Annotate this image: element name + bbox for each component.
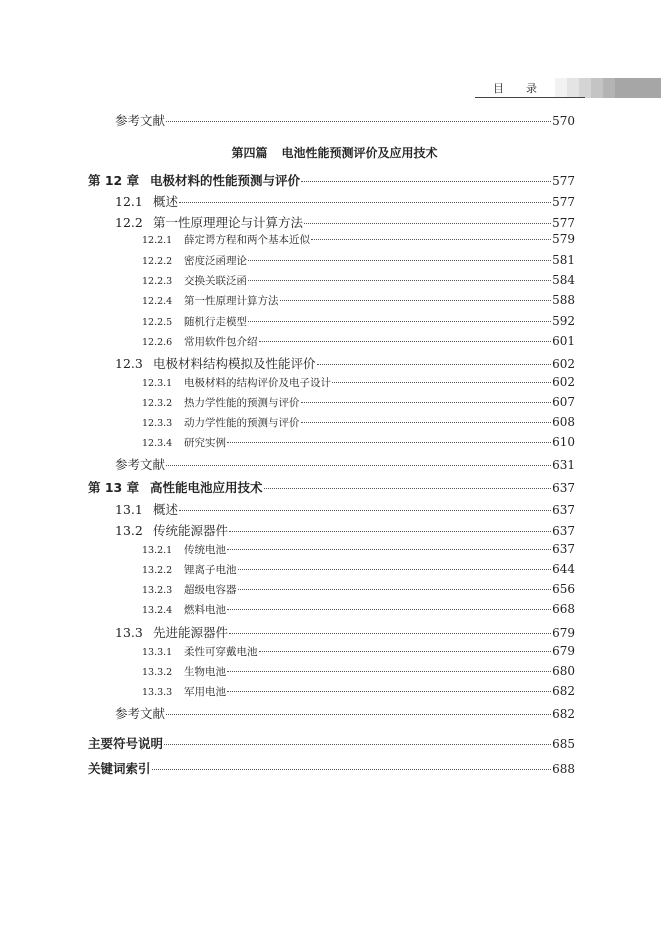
running-header: [475, 78, 661, 98]
toc-dot-leader: [238, 589, 552, 590]
toc-entry-page: 680: [552, 664, 575, 678]
toc-entry-page: 584: [552, 273, 575, 287]
toc-entry[interactable]: [142, 684, 575, 699]
header-bar: [615, 78, 661, 98]
toc-dot-leader: [229, 633, 551, 634]
toc-entry-page: 631: [552, 458, 575, 472]
toc-entry-title: 生物电池: [184, 666, 226, 678]
toc-dot-leader: [301, 181, 551, 182]
toc-dot-leader: [259, 341, 552, 342]
toc-entry-number: 12.2.6: [142, 337, 173, 348]
toc-entry[interactable]: [115, 521, 575, 539]
header-bar: [591, 78, 603, 98]
toc-dot-leader: [179, 202, 551, 203]
header-label-b: 录: [526, 82, 537, 95]
part-title: 电池性能预测评价及应用技术: [281, 146, 438, 160]
toc-entry-title: 先进能源器件: [153, 625, 229, 640]
toc-entry-number: 13.3.1: [142, 647, 173, 658]
toc-entry-page: 581: [552, 253, 575, 267]
toc-entry-number: 13.3: [115, 625, 143, 640]
toc-entry-number: 12.3.3: [142, 418, 173, 429]
toc-entry-title: 军用电池: [184, 686, 226, 698]
toc-entry-number: 13.2: [115, 523, 143, 538]
toc-entry-title: 柔性可穿戴电池: [184, 646, 258, 658]
toc-entry-title: 动力学性能的预测与评价: [184, 417, 300, 429]
toc-entry-number: 13.2.3: [142, 585, 173, 596]
toc-entry-page: 601: [552, 334, 575, 348]
toc-dot-leader: [227, 609, 551, 610]
toc-entry-page: 679: [552, 644, 575, 658]
toc-entry-title: 概述: [153, 502, 179, 517]
header-bar: [567, 78, 579, 98]
toc-entry-number: 第 12 章: [88, 173, 140, 188]
toc-entry-page: 637: [552, 524, 575, 538]
toc-entry-page: 577: [552, 195, 575, 209]
header-label-a: 目: [493, 82, 504, 95]
toc-entry[interactable]: [88, 171, 575, 189]
toc-entry[interactable]: [142, 375, 575, 390]
toc-dot-leader: [311, 239, 551, 240]
toc-dot-leader: [317, 364, 552, 365]
toc-entry-number: 12.2.2: [142, 256, 173, 267]
toc-dot-leader: [166, 465, 551, 466]
toc-entry[interactable]: [142, 334, 575, 349]
toc-entry[interactable]: [115, 354, 575, 372]
toc-entry-title: 概述: [153, 194, 179, 209]
toc-entry-page: 685: [552, 737, 575, 751]
toc-entry-page: 602: [552, 375, 575, 389]
toc-entry[interactable]: [142, 395, 575, 410]
toc-entry-number: 12.2.3: [142, 276, 173, 287]
header-bar: [579, 78, 591, 98]
toc-entry-title: 参考文献: [115, 457, 166, 472]
toc-entry-page: 688: [552, 762, 575, 776]
header-bar: [555, 78, 567, 98]
toc-entry[interactable]: [142, 273, 575, 288]
toc-entry-title: 参考文献: [115, 706, 166, 721]
toc-dot-leader: [301, 402, 552, 403]
toc-entry-title: 交换关联泛函: [184, 275, 247, 287]
toc-entry-page: 607: [552, 395, 575, 409]
toc-entry[interactable]: [115, 623, 575, 641]
toc-dot-leader: [152, 769, 552, 770]
toc-entry[interactable]: [88, 734, 575, 752]
toc-entry-page: 637: [552, 481, 575, 495]
toc-entry[interactable]: [115, 455, 575, 473]
toc-entry[interactable]: [142, 253, 575, 268]
toc-entry-number: 13.2.1: [142, 545, 173, 556]
toc-entry[interactable]: [142, 644, 575, 659]
toc-entry-number: 13.2.4: [142, 605, 173, 616]
toc-entry[interactable]: [115, 213, 575, 231]
toc-entry-title: 超级电容器: [184, 584, 237, 596]
toc-entry-page: 579: [552, 232, 575, 246]
toc-entry-page: 608: [552, 415, 575, 429]
toc-entry[interactable]: [88, 478, 575, 496]
toc-entry-page: 637: [552, 542, 575, 556]
toc-entry-number: 13.2.2: [142, 565, 173, 576]
toc-entry-number: 第 13 章: [88, 480, 140, 495]
toc-entry-number: 12.2.1: [142, 235, 173, 246]
toc-dot-leader: [238, 569, 552, 570]
toc-entry-page: 644: [552, 562, 575, 576]
toc-entry-number: 12.1: [115, 194, 143, 209]
toc-entry[interactable]: [88, 759, 575, 777]
toc-entry[interactable]: [142, 542, 575, 557]
toc-entry-number: 12.3: [115, 356, 143, 371]
toc-dot-leader: [227, 691, 551, 692]
toc-entry[interactable]: [115, 500, 575, 518]
toc-entry-title: 第一性原理计算方法: [184, 295, 279, 307]
toc-entry[interactable]: [142, 293, 575, 308]
toc-entry-title: 主要符号说明: [88, 736, 164, 751]
toc-entry[interactable]: [115, 111, 575, 129]
toc-entry-number: 13.1: [115, 502, 143, 517]
toc-dot-leader: [304, 223, 551, 224]
toc-entry-page: 602: [552, 357, 575, 371]
toc-entry[interactable]: [142, 435, 575, 450]
toc-entry[interactable]: [142, 314, 575, 329]
toc-entry[interactable]: [142, 415, 575, 430]
toc-entry-number: 12.3.4: [142, 438, 173, 449]
toc-dot-leader: [166, 121, 551, 122]
toc-entry-title: 传统能源器件: [153, 523, 229, 538]
toc-dot-leader: [248, 321, 551, 322]
toc-dot-leader: [280, 300, 552, 301]
toc-dot-leader: [332, 382, 551, 383]
toc-dot-leader: [229, 531, 551, 532]
toc-entry-page: 682: [552, 684, 575, 698]
toc-dot-leader: [301, 422, 552, 423]
toc-dot-leader: [164, 744, 551, 745]
toc-entry-title: 参考文献: [115, 113, 166, 128]
toc-dot-leader: [248, 260, 551, 261]
toc-entry-number: 12.2: [115, 215, 143, 230]
toc-entry-page: 592: [552, 314, 575, 328]
toc-entry-title: 研究实例: [184, 437, 226, 449]
toc-entry[interactable]: [142, 232, 575, 247]
toc-entry-title: 锂离子电池: [184, 564, 237, 576]
toc-entry-title: 传统电池: [184, 544, 226, 556]
toc-entry-title: 电极材料的结构评价及电子设计: [184, 377, 331, 389]
header-rule: [475, 97, 585, 98]
toc-entry-page: 679: [552, 626, 575, 640]
toc-dot-leader: [264, 488, 552, 489]
toc-dot-leader: [248, 280, 551, 281]
toc-entry[interactable]: [142, 602, 575, 617]
toc-entry-title: 密度泛函理论: [184, 255, 247, 267]
toc-entry[interactable]: [115, 704, 575, 722]
toc-dot-leader: [259, 651, 552, 652]
toc-entry-page: 668: [552, 602, 575, 616]
toc-entry[interactable]: [142, 664, 575, 679]
toc-dot-leader: [179, 510, 551, 511]
part-heading: [0, 144, 661, 161]
toc-entry-number: 12.3.2: [142, 398, 173, 409]
toc-entry[interactable]: [115, 192, 575, 210]
toc-entry-title: 电极材料的性能预测与评价: [150, 173, 301, 188]
toc-entry-number: 12.2.4: [142, 296, 173, 307]
toc-entry-title: 随机行走模型: [184, 316, 247, 328]
toc-entry-page: 682: [552, 707, 575, 721]
toc-entry-title: 热力学性能的预测与评价: [184, 397, 300, 409]
toc-entry-title: 关键词索引: [88, 761, 151, 776]
toc-entry[interactable]: [142, 582, 575, 597]
toc-entry-number: 13.3.2: [142, 667, 173, 678]
toc-entry-number: 12.2.5: [142, 317, 173, 328]
toc-entry-page: 577: [552, 216, 575, 230]
toc-dot-leader: [227, 549, 551, 550]
toc-entry-title: 薛定谔方程和两个基本近似: [184, 234, 310, 246]
toc-dot-leader: [166, 714, 551, 715]
toc-dot-leader: [227, 442, 551, 443]
toc-entry-number: 13.3.3: [142, 687, 173, 698]
toc-entry-page: 588: [552, 293, 575, 307]
toc-entry-page: 577: [552, 174, 575, 188]
toc-entry[interactable]: [142, 562, 575, 577]
toc-entry-page: 656: [552, 582, 575, 596]
toc-entry-page: 610: [552, 435, 575, 449]
header-gradient-bars: [555, 78, 661, 98]
toc-dot-leader: [227, 671, 551, 672]
toc-entry-title: 燃料电池: [184, 604, 226, 616]
toc-entry-page: 570: [552, 114, 575, 128]
toc-entry-title: 第一性原理理论与计算方法: [153, 215, 304, 230]
part-number: 第四篇: [231, 146, 268, 160]
toc-entry-page: 637: [552, 503, 575, 517]
toc-entry-title: 电极材料结构模拟及性能评价: [153, 356, 316, 371]
toc-entry-title: 常用软件包介绍: [184, 336, 258, 348]
header-bar: [603, 78, 615, 98]
toc-entry-number: 12.3.1: [142, 378, 173, 389]
toc-entry-title: 高性能电池应用技术: [150, 480, 263, 495]
